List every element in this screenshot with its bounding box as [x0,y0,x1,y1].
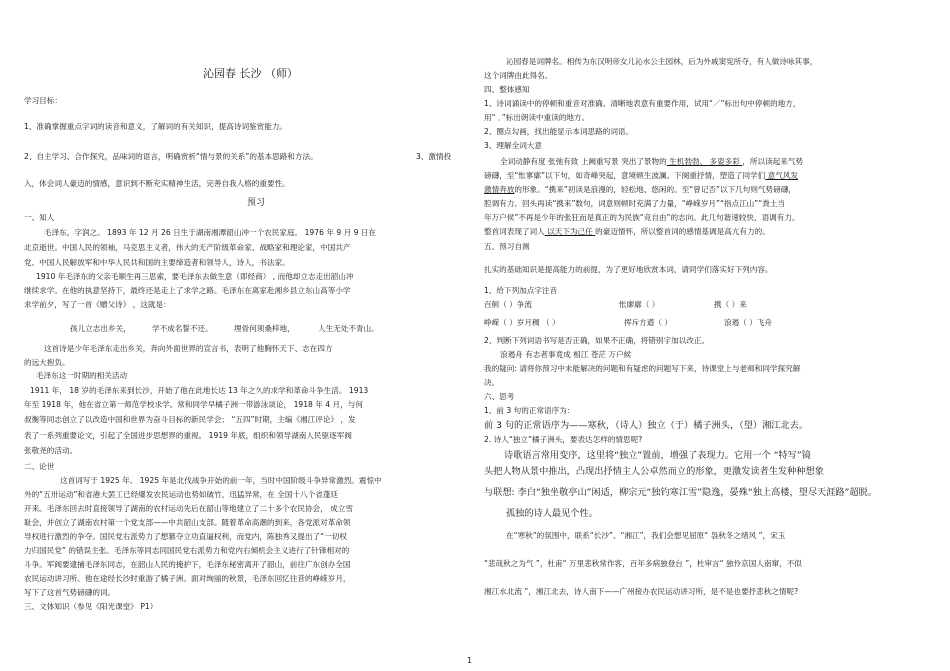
poem-line: 人生无处不青山。 [318,324,379,333]
paragraph-line: 决。 [484,378,500,387]
section-heading: 五、预习自测 [484,242,530,251]
paragraph-line: 用“ ．”标出朗读中重读的地方。 [484,113,590,122]
paragraph-line: 的远大抱负。 [24,358,70,367]
text-run: 磅礴，至“怅寥廓”以下句，如奇峰突起，意境顿生波澜。下阕重抒情，塑造了同学们 [484,171,766,180]
paragraph-line: 写下了这首气势磅礴的词。 [24,588,116,597]
pinyin-item: 浪遏（ ）飞舟 [724,318,772,327]
paragraph-line: “悲哉秋之为气 ”，杜甫“ 万里悲秋常作客，百年多病独登台 ”，杜审言“ 独怜京国人南窜，不似 [484,559,802,568]
paragraph-line: 农民运动讲习所。他在途经长沙时重游了橘子洲。面对绚丽的秋景，毛泽东回忆往昔的峥嵘岁月， [24,574,351,583]
text-run: 整首词表现了词人 [484,227,545,236]
text-run: 的形象。“携来”初读是浪漫的，轻松地、悠闲的。至“曾记否”以下几句则气势磅礴， [514,185,796,194]
section-heading: 六、思考 [484,392,515,401]
preview-heading: 预习 [247,198,266,208]
paragraph-line: 毛泽东，字润之。 1893 年 12 月 26 日生于湖南湘潭韶山冲一个农民家庭。 1976 年 9 月 9 日在 [44,228,377,237]
paragraph-line: 年万户侯”不再是少年的张狂而是真正的为民族“竞自由”的志向。此几句谐速较快，语调有力。 [484,213,800,222]
paragraph-line: 继续求学。在他的执意坚持下，最终还是走上了求学之路。毛泽东在离家赴湘乡县立东山高等小学 [24,286,351,295]
paragraph-line: 求学前夕，写了一首《赠父诗》 ，这就是： [24,300,171,309]
paragraph-line: 叔衡等同志创立了以改造中国和世界为奋斗目标的新民学会； “五四”时期，主编《湘江评论》 ，发 [24,415,356,424]
pinyin-item: 怅廖廓（ ） [619,300,660,309]
objective-3: 入，体会词人豪迈的情感，意识到不断充实精神生活，完善自我人格的重要性。 [24,179,290,188]
fill-in-answer: 意气风发 [765,171,799,180]
paragraph-line: 外的“五卅运动”和省港大罢工已经爆发农民运动也势如破竹，迅猛异常，在 全国十八个省蓬廷 [24,490,339,499]
paragraph-line: 斗争。军阀要逮捕毛泽东同志，在韶山人民的掩护下，毛泽东秘密离开了韶山，前往广东创办全国 [24,560,351,569]
paragraph-line [500,158,803,166]
paragraph-line: 表了一系列重要论文，引起了全国进步思想界的重视。 1919 年底，组织和领导湖南人民驱逐军阀 [24,431,352,440]
objectives-heading: 学习目标： [24,96,62,105]
objective-3-start: 3、激情投 [416,152,452,161]
question-line: 2、判断下列词语书写是否正确，如果不正确，将错别字加以改正。 [484,336,710,345]
paragraph-line [484,228,770,236]
pinyin-item: 挥斥方遒（ ） [624,318,672,327]
poem-line: 孩儿立志出乡关， [70,324,131,333]
section-heading: 二、论世 [24,462,55,471]
section-heading: 四、整体感知 [484,85,530,94]
paragraph-line: 1910 年毛泽东的父亲毛顺生再三思索，要毛泽东去做生意（即经商） , 而他却立志走出韶山冲 [36,272,354,281]
page-number: 1 [467,656,473,665]
paragraph-line [484,172,798,180]
paragraph-line: 在“寒秋”的氛围中，联系“长沙”、“湘江”，我们会想见屈原“ 袅秋冬之绪风 ”，宋玉 [506,531,786,540]
word-list: 浪遏舟 有志者事竟成 相江 苍茫 万户候 [500,350,632,359]
section-heading: 一、知人 [24,213,55,222]
paragraph-line: 3、理解全词大意 [484,141,542,150]
paragraph-line: 党、中国人民解放军和中华人民共和国的主要缔造者和领导人，诗人，书法家。 [24,258,290,267]
fill-in-answer: 以天下为己任 [544,227,596,236]
fill-in-answer: 生机勃勃、 多姿多彩 [666,157,743,166]
paragraph-line: 年至 1918 年，他在省立第一师范学校求学。常和同学早橘子洲一带游泳谈论， 1918 年 4 月，与何 [24,400,363,409]
paragraph-line: 湘江水北流 ”，湘江北去，诗人南下——广州接办农民运动讲习所，是不是也要抒悲秋之情呢? [484,587,799,596]
pinyin-item: 携（ ）来 [714,300,747,309]
text-run: 与联想: 李白“独坐敬亭山”闲适，柳宗元“独钓寒江雪”隐逸，晏殊“独上高楼，望尽天涯路”超脱。 [484,487,877,498]
paragraph-line: 这首诗是少年毛泽东走出乡关，奔向外面世界的宣言书，表明了他胸怀天下、志在四方 [44,344,333,353]
answer-line: 孤独的诗人最见个性。 [506,508,598,519]
paragraph-line: 张敬尧的活动。 [24,446,78,455]
paragraph-line: 腔调有力。回头再读“携来”数句，词意则顿时充满了力量，“峥嵘岁月”“指点江山”“粪土当 [484,199,785,208]
paragraph-line: 开来。毛泽东回去时直接领导了湖南的农村运动先后在韶山等地建立了二十多个农民协会， 成立雪 [24,504,353,513]
document-title: 沁园春 长沙 （师） [203,67,298,80]
question-line: 2. 诗人“独立”橘子洲头，要表达怎样的情思呢? [484,435,643,444]
paragraph-line: 我的疑问: 请将你预习中未能解决的问题和有疑虑的问题写下来，待课堂上与老师和同学探究解 [484,364,801,373]
paragraph-line: 北京逝世。中国人民的领袖，马克思主义者，伟大的无产阶级革命家、战略家和理论家，中国共产 [24,243,351,252]
paragraph-line: 沁园春是词牌名。相传为东汉明帝女儿沁水公主园林，后为外戚窦宪所夺，有人做诗咏其事， [506,57,818,66]
subheading: 毛泽东这一时期的相关活动 [36,371,128,380]
objective-2: 2、自主学习、合作探究，品味词的语言，明确赏析“情与景的关系”的基本思路和方法。 [24,152,318,161]
text-run: 全词动静有度 张弛有致 上阙重写景 突出了景物的 [500,157,667,166]
paragraph-line: 这个词牌由此得名。 [484,71,553,80]
objective-1: 1、准确掌握重点字词的读音和意义，了解词的有关知识，提高诗词鉴赏能力。 [24,122,288,131]
paragraph-line: 扎实的基础知识是提高能力的前提，为了更好地欣赏本词，请同学们落实好下列内容。 [484,265,773,274]
pinyin-item: 百舸（ ）争流 [484,300,532,309]
paragraph-line: 力归国民党” 的错误主张。毛泽东等同志同国民党右派势力和党内右倾机会主义进行了针锋相对的 [24,546,350,555]
answer-line [484,488,877,497]
paragraph-line: 耻会，并创立了湖南农村第一个党支部——中共韶山支部。随着革命高潮的到来，各党派对革命领 [24,518,351,527]
answer-line: 前 3 句的正常语序为——寒秋，（诗人）独立（于）橘子洲头，（望）湘江北去。 [484,420,809,431]
text-run: ，所以读起来气势 [742,157,804,166]
paragraph-line: 1911 年， 18 岁的毛泽东来到长沙，开始了他在此地长达 13 年之久的求学和革命斗争生活。 1913 [30,386,369,395]
answer-line: 头把人物从景中推出，凸现出抒情主人公卓然而立的形象，更激发读者生发种种想象 [484,466,824,477]
paragraph-line: 1、诗词诵读中的停顿和重音对准确、清晰地表意有重要作用，试用“／”标出句中停顿的地方， [484,99,801,108]
question-line: 1、前 3 句的正常语序为： [484,406,575,415]
question-line: 1、给下列加点字注音 [484,286,558,295]
section-heading: 三、文体知识（参见《阳光课堂》 P1） [24,602,158,611]
paragraph-line [484,186,796,194]
answer-line: 诗歌语言常用变序，这里将“独立”置前，增强了表现力。它用一个 “特写”镜 [504,450,811,461]
poem-line: 学不成名誓不还。 [152,324,213,333]
fill-in-answer: 激情奔放 [484,185,515,194]
text-run: 的豪迈情怀，所以整首词的感情基调是高亢有力的。 [595,227,770,236]
paragraph-line: 这首词写于 1925 年。 1925 年是北伐战争开始的前一年，当时中国阶级斗争异常激烈。震惊中 [60,476,382,485]
paragraph-line: 2、圈点勾画，找出能显示本词思路的词语。 [484,127,634,136]
paragraph-line: 导权进行激烈的争夺。国民党右派势力了想篡夺立功直逼权利，而党内，陈独秀又提出了“一切权 [24,532,347,541]
poem-line: 埋骨何须桑梓地， [234,324,295,333]
pinyin-item: 峥嵘（ ）岁月稠 （ ） [484,318,560,327]
